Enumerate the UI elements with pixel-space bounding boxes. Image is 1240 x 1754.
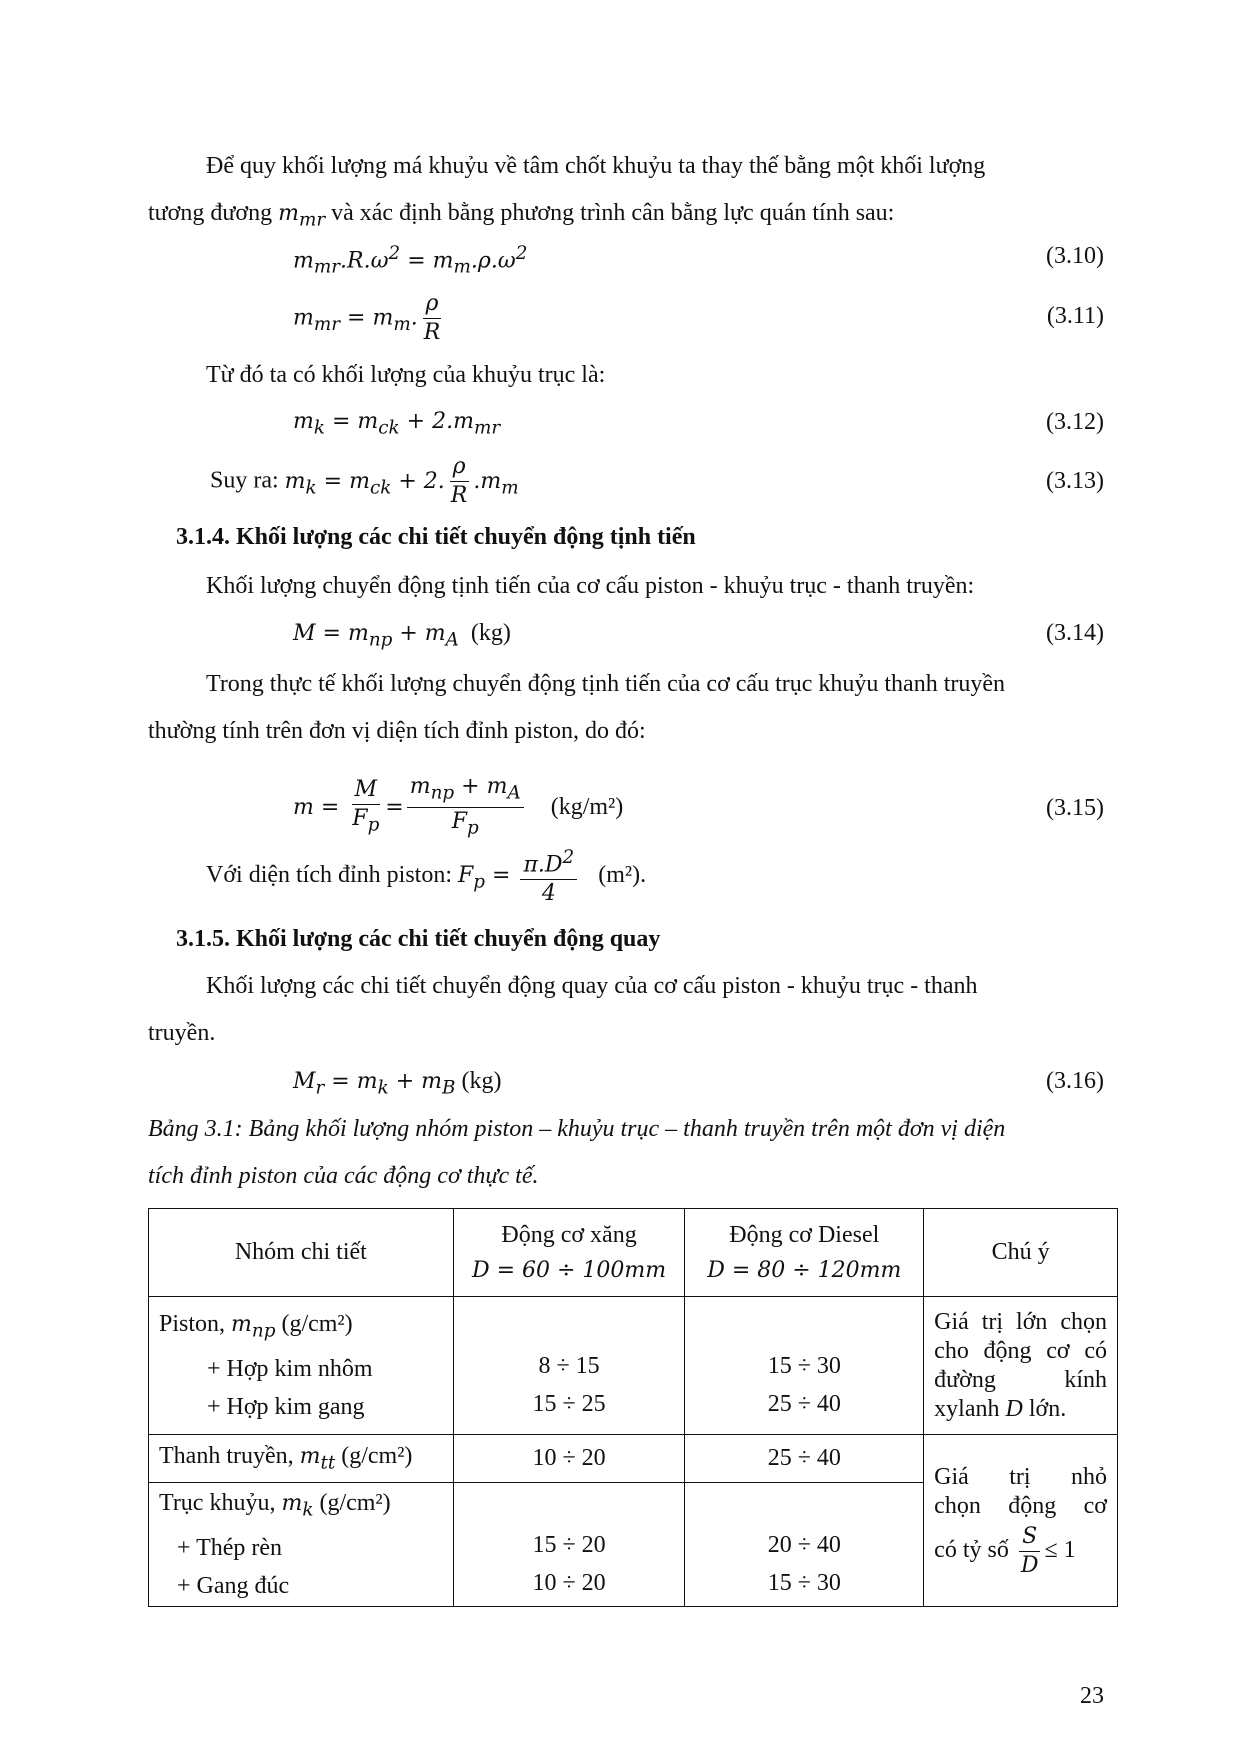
cell-rod-petrol: 10 ÷ 20 (453, 1435, 685, 1483)
equation-number: (3.15) (1046, 795, 1104, 821)
cell-piston-diesel: 15 ÷ 30 25 ÷ 40 (685, 1297, 924, 1435)
section-heading-3-1-4: 3.1.4. Khối lượng các chi tiết chuyển động tịnh tiến (176, 524, 696, 550)
cell-piston-label: Piston, $m_{np}$ (g/cm²) + Hợp kim nhôm + Hợp kim gang (149, 1297, 454, 1435)
paragraph-translational-mass: Khối lượng chuyển động tịnh tiến của cơ cấu piston - khuỷu trục - thanh truyền: (206, 573, 975, 599)
section-heading-3-1-5: 3.1.5. Khối lượng các chi tiết chuyển động quay (176, 926, 661, 952)
cell-note-large: Giá trị lớn chọn cho động cơ có đường kính xylanh D lớn. (924, 1297, 1118, 1435)
equation-number: (3.12) (1046, 409, 1104, 435)
paragraph-piston-area: Với diện tích đỉnh piston: $F_p$ = $\frac{\pi.D^2}{4}$ (m²). (206, 847, 647, 907)
table-header-row (149, 1209, 1118, 1297)
equation-3-15: m = $\frac{M}{F_p}$ = $\frac{m_{np} + m_A}{F_p}$ (kg/m²) (293, 774, 624, 839)
cell-crank-label: Trục khuỷu, $m_k$ (g/cm²) + Thép rèn + Gang đúc (149, 1483, 454, 1607)
mass-table (148, 1208, 1118, 1607)
header-group: Nhóm chi tiết (149, 1209, 454, 1297)
equation-3-13: Suy ra: $m_k = m_{ck} + 2$. $\frac{\rho}{R}$ $.m_m$ (210, 454, 519, 508)
note-last-line: xylanh D lớn. (934, 1395, 1067, 1422)
equation-number: (3.14) (1046, 620, 1104, 646)
equation-3-10: $m_{mr}.R.\omega^2 = m_m.\rho.\omega^2$ (293, 243, 528, 278)
cell-crank-diesel: 20 ÷ 40 15 ÷ 30 (685, 1483, 924, 1607)
equation-number: (3.16) (1046, 1068, 1104, 1094)
equation-3-12: $m_k = m_{ck} + 2.m_{mr}$ (293, 409, 501, 439)
table-row-piston (149, 1297, 1118, 1435)
equation-3-11: $m_{mr} = m_m$. $\frac{\rho}{R}$ (293, 291, 441, 345)
cell-rod-diesel: 25 ÷ 40 (685, 1435, 924, 1483)
table-caption: Bảng 3.1: Bảng khối lượng nhóm piston – khuỷu trục – thanh truyền trên một đơn vị diện tích đỉnh piston của các động cơ thực tế. (148, 1116, 1006, 1189)
equation-number: (3.13) (1046, 468, 1104, 494)
equation-number: (3.10) (1046, 243, 1104, 269)
equation-3-14: $M = m_{np} + m_A$ (kg) (293, 620, 511, 651)
header-petrol: Động cơ xăng D = 60 ÷ 100mm (453, 1209, 685, 1297)
paragraph-crank-mass: Từ đó ta có khối lượng của khuỷu trục là: (206, 362, 606, 388)
page-number: 23 (1080, 1683, 1104, 1709)
header-note: Chú ý (924, 1209, 1118, 1297)
paragraph-practice: Trong thực tế khối lượng chuyển động tịnh tiến của cơ cấu trục khuỷu thanh truyền thường tính trên đơn vị diện tích đỉnh piston, do đó: (148, 671, 1006, 744)
equation-number: (3.11) (1046, 303, 1104, 329)
equation-3-16: $M_r = m_k + m_B$ (kg) (293, 1068, 502, 1099)
cell-crank-petrol: 15 ÷ 20 10 ÷ 20 (453, 1483, 685, 1607)
paragraph-rotating-mass: Khối lượng các chi tiết chuyển động quay của cơ cấu piston - khuỷu trục - thanh truyền. (148, 973, 978, 1046)
table-row-connecting-rod (149, 1435, 1118, 1483)
cell-piston-petrol: 8 ÷ 15 15 ÷ 25 (453, 1297, 685, 1435)
cell-rod-label: Thanh truyền, $m_{tt}$ (g/cm²) (149, 1435, 454, 1483)
paragraph-intro: Để quy khối lượng má khuỷu về tâm chốt khuỷu ta thay thế bằng một khối lượng tương đương $m_{mr}$ và xác định bằng phương trình cân bằng lực quán tính sau: (148, 153, 986, 231)
cell-note-small: Giá trị nhỏ chọn động cơ có tỷ số $\frac{S}{D}$ ≤ 1 (924, 1435, 1118, 1607)
header-diesel: Động cơ Diesel D = 80 ÷ 120mm (685, 1209, 924, 1297)
